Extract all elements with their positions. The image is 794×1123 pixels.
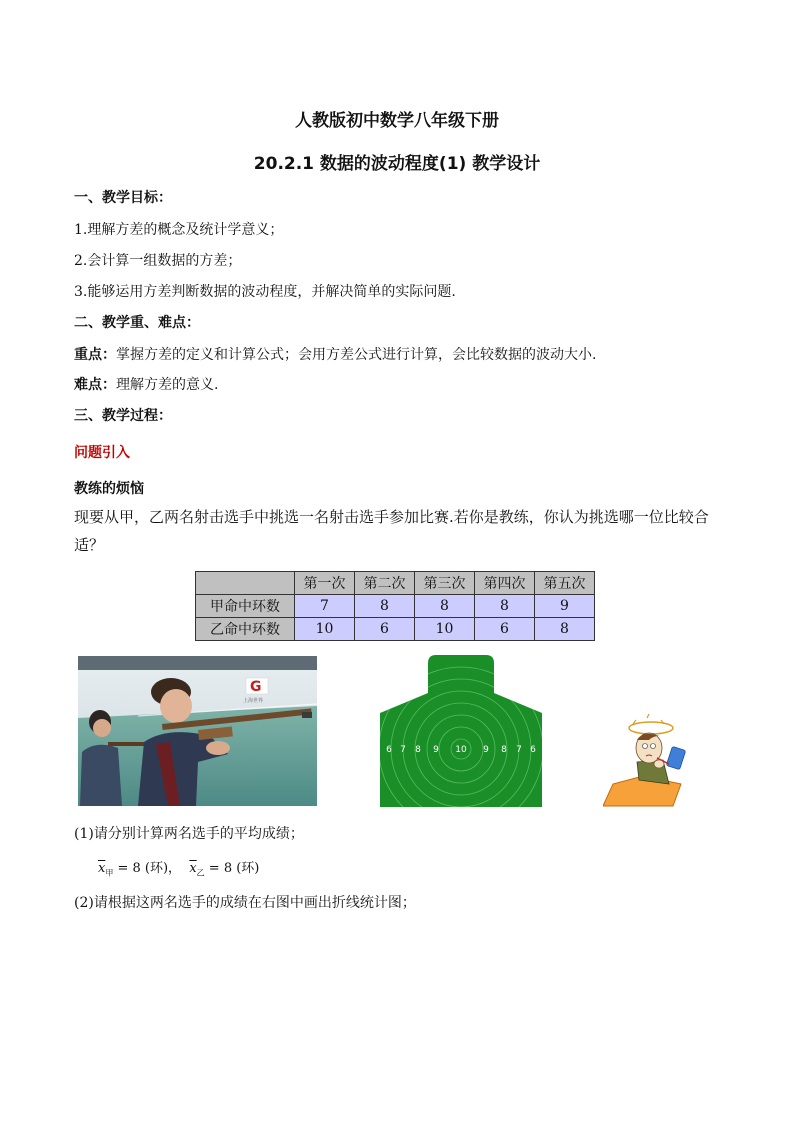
- photo-sign-text: 上海世界: [243, 698, 264, 704]
- difficult-text: 理解方差的意义.: [116, 377, 219, 393]
- svg-text:G: G: [250, 679, 262, 695]
- mean-b-expression: = 8 (环): [204, 861, 260, 876]
- section-heading-keypoints: 二、教学重、难点：: [74, 315, 200, 331]
- section-heading-process: 三、教学过程：: [74, 408, 172, 424]
- ring-label: 6: [386, 745, 392, 755]
- score-table: [195, 571, 595, 641]
- row-label: 甲命中环数: [196, 595, 295, 618]
- difficult-label: 难点：: [74, 377, 116, 393]
- subscript-a: 甲: [105, 868, 114, 878]
- shooters-photo: [78, 656, 317, 806]
- goal-item-3: 3.能够运用方差判断数据的波动程度，并解决简单的实际问题.: [74, 284, 456, 300]
- table-row: [196, 595, 595, 618]
- table-header-cell: 第四次: [475, 572, 535, 595]
- subscript-b: 乙: [196, 868, 205, 878]
- lesson-title: 20.2.1 数据的波动程度(1) 教学设计: [253, 154, 541, 174]
- table-cell: 10: [295, 618, 355, 641]
- table-cell: 6: [475, 618, 535, 641]
- table-header-cell: 第五次: [535, 572, 595, 595]
- mean-a-expression: = 8 (环)，: [113, 861, 182, 876]
- shooting-target: [380, 655, 542, 807]
- row-label: 乙命中环数: [196, 618, 295, 641]
- table-corner-cell: [196, 572, 295, 595]
- goal-item-2: 2.会计算一组数据的方差；: [74, 253, 242, 269]
- ring-label: 8: [501, 745, 507, 755]
- table-cell: 8: [415, 595, 475, 618]
- xbar-symbol: $\overline{x}$: [189, 861, 197, 876]
- ring-label: 9: [433, 745, 439, 755]
- ring-label: 8: [415, 745, 421, 755]
- key-point: [74, 344, 596, 364]
- intro-heading: 问题引入: [74, 445, 130, 461]
- table-cell: 7: [295, 595, 355, 618]
- worried-coach-cartoon: [603, 714, 695, 808]
- ring-label: 7: [400, 745, 406, 755]
- difficult-point: [74, 374, 218, 394]
- table-cell: 9: [535, 595, 595, 618]
- subheading: 教练的烦恼: [74, 481, 144, 497]
- table-cell: 8: [535, 618, 595, 641]
- ring-label: 6: [530, 745, 536, 755]
- table-cell: 8: [475, 595, 535, 618]
- table-cell: 10: [415, 618, 475, 641]
- table-header-row: [196, 572, 595, 595]
- mean-formula: [98, 857, 259, 879]
- table-header-cell: 第一次: [295, 572, 355, 595]
- question-1: (1)请分别计算两名选手的平均成绩；: [74, 826, 304, 842]
- document-title: 人教版初中数学八年级下册: [295, 111, 499, 131]
- problem-text: 现要从甲，乙两名射击选手中挑选一名射击选手参加比赛.若你是教练，你认为挑选哪一位比较合适？: [74, 508, 709, 554]
- key-text: 掌握方差的定义和计算公式；会用方差公式进行计算，会比较数据的波动大小.: [116, 347, 597, 363]
- table-header-cell: 第三次: [415, 572, 475, 595]
- ring-label: 9: [483, 745, 489, 755]
- key-label: 重点：: [74, 347, 116, 363]
- xbar-symbol: $\overline{x}$: [98, 861, 106, 876]
- table-header-cell: 第二次: [355, 572, 415, 595]
- goal-item-1: 1.理解方差的概念及统计学意义；: [74, 222, 284, 238]
- section-heading-goals: 一、教学目标：: [74, 190, 172, 206]
- table-cell: 8: [355, 595, 415, 618]
- ring-label: 10: [455, 745, 467, 755]
- ring-label: 7: [516, 745, 522, 755]
- table-row: [196, 618, 595, 641]
- table-cell: 6: [355, 618, 415, 641]
- question-2: (2)请根据这两名选手的成绩在右图中画出折线统计图；: [74, 895, 416, 911]
